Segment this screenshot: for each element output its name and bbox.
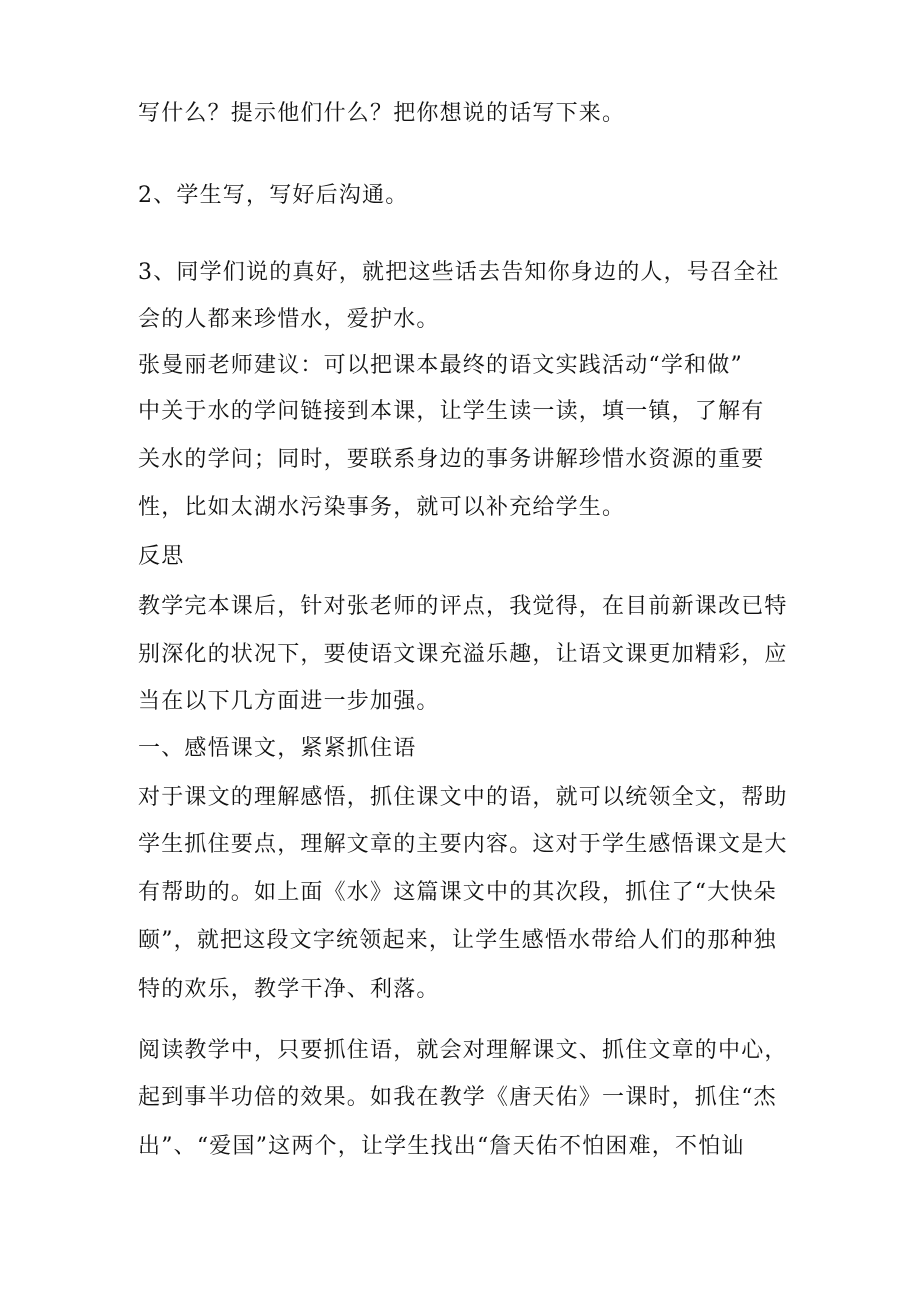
text-line: 张曼丽老师建议：可以把课本最终的语文实践活动“学和做” [138,353,743,378]
text-line: 出”、“爱国”这两个，让学生找出“詹天佑不怕困难，不怕讪 [138,1134,745,1159]
text-line: 特的欢乐，教学干净、利落。 [138,977,440,1002]
text-line: 当在以下几方面进一步加强。 [138,689,440,714]
text-line: 3、同学们说的真好，就把这些话去告知你身边的人，号召全社 [138,260,780,285]
text-line: 会的人都来珍惜水，爱护水。 [138,307,440,332]
text-line: 2、学生写，写好后沟通。 [138,183,409,208]
text-line: 学生抓住要点，理解文章的主要内容。这对于学生感悟课文是大 [138,832,788,857]
text-line: 阅读教学中，只要抓住语，就会对理解课文、抓住文章的中心， [138,1038,788,1063]
text-line: 有帮助的。如上面《水》这篇课文中的其次段，抓住了“大快朵 [138,880,777,905]
text-line: 对于课文的理解感悟，抓住课文中的语，就可以统领全文，帮助 [138,785,788,810]
section-heading: 反思 [138,544,185,569]
text-line: 别深化的状况下，要使语文课充溢乐趣，让语文课更加精彩，应 [138,642,788,667]
section-heading: 一、感悟课文，紧紧抓住语 [138,736,417,761]
text-line: 颐”，就把这段文字统领起来，让学生感悟水带给人们的那种独 [138,928,777,953]
text-line: 关水的学问；同时，要联系身边的事务讲解珍惜水资源的重要 [138,447,765,472]
text-line: 教学完本课后，针对张老师的评点，我觉得，在目前新课改已特 [138,594,788,619]
text-line: 性，比如太湖水污染事务，就可以补充给学生。 [138,495,626,520]
text-line: 中关于水的学问链接到本课，让学生读一读，填一镇，了解有 [138,399,765,424]
text-line: 起到事半功倍的效果。如我在教学《唐天佑》一课时，抓住“杰 [138,1085,777,1110]
text-line: 写什么？提示他们什么？把你想说的话写下来。 [138,101,626,126]
